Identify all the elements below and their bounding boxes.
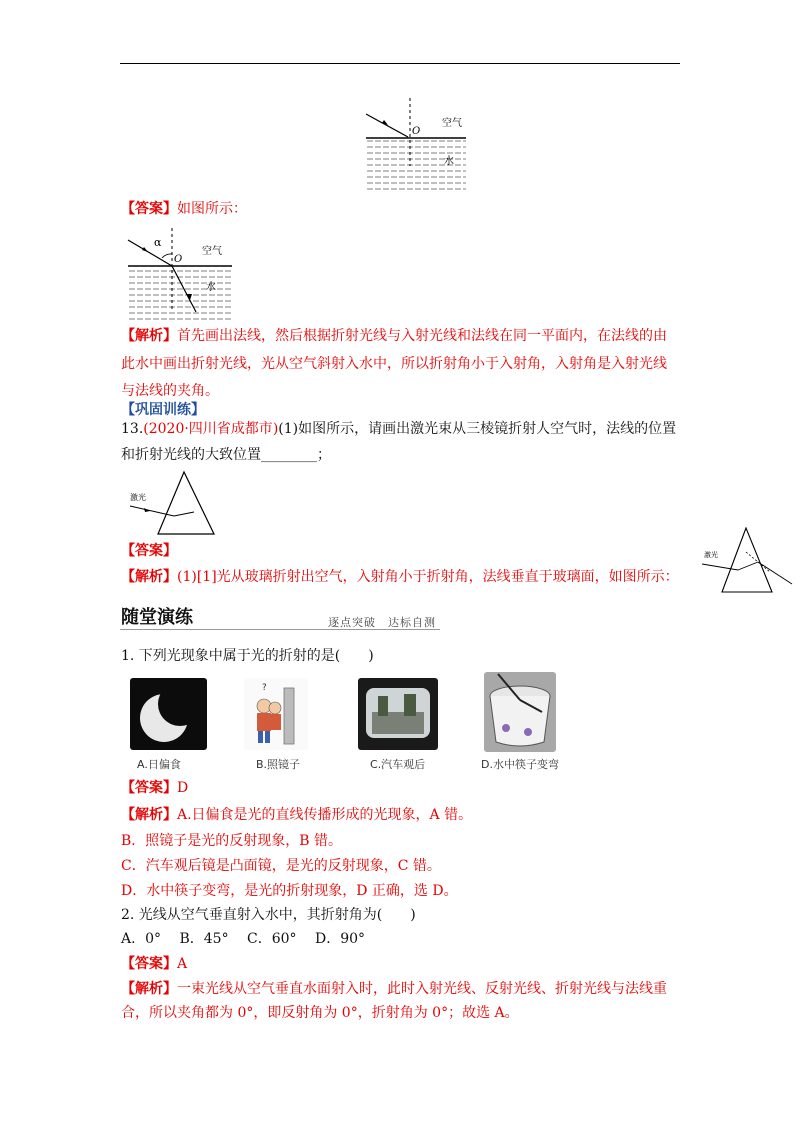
section-underline (120, 629, 440, 630)
answer-value: A (177, 956, 188, 972)
refracted-ray (758, 562, 792, 584)
angle-arc (162, 254, 172, 258)
source-link: 成都市 (230, 421, 273, 437)
analysis-tag: 【解析】 (121, 981, 177, 997)
prism-outline (722, 528, 772, 592)
prism-outline (158, 472, 214, 534)
q12-analysis-line1: 【解析】首先画出法线，然后根据折射光线与入射光线和法线在同一平面内，在法线的由 (121, 328, 667, 344)
header-rule (120, 63, 680, 64)
mc1-analysis-b: B．照镜子是光的反射现象，B 错。 (121, 833, 343, 849)
water-label: 水 (444, 156, 454, 167)
mc2-analysis-line1: 【解析】一束光线从空气垂直水面射入时，此时入射光线、反射光线、折射光线与法线重 (121, 981, 667, 997)
q12-analysis-line2: 此水中画出折射光线，光从空气斜射入水中，所以折射角小于入射角，入射角是入射光线 (121, 356, 667, 372)
mc1-analysis-a: 【解析】A.日偏食是光的直线传播形成的光现象，A 错。 (121, 807, 473, 823)
section-subtitle: 逐点突破 达标自测 (328, 616, 436, 629)
q12-analysis-line3: 与法线的夹角。 (121, 383, 219, 399)
answer-value: D (177, 780, 189, 796)
water-region (128, 266, 232, 320)
ray-arrow (142, 247, 148, 252)
svg-text:?: ? (262, 683, 267, 693)
q12-answer-line (121, 199, 247, 219)
option-c-caption: C.汽车观后 (370, 758, 426, 771)
mc1-analysis-d: D．水中筷子变弯，是光的折射现象，D 正确，选 D。 (121, 883, 458, 899)
point-o-label: O (174, 254, 183, 265)
answer-tag: 【答案】 (121, 956, 177, 972)
answer-tag: 【答案】 (121, 780, 177, 796)
refraction-question-figure (362, 96, 472, 191)
option-b-image (244, 678, 308, 750)
option-a-image (130, 678, 207, 750)
q13-question-line2: 和折射光线的大致位置________； (121, 447, 331, 463)
prism-question-figure (128, 468, 240, 538)
mc2-question: 2. 光线从空气垂直射入水中，其折射角为( ) (121, 907, 416, 923)
air-label: 空气 (202, 246, 222, 257)
laser-ray-inside (174, 512, 194, 516)
option-d-caption: D.水中筷子变弯 (481, 758, 559, 771)
analysis-tag: 【解析】 (121, 328, 177, 344)
analysis-tag: 【解析】 (121, 569, 177, 585)
section-consolidation: 【巩固训练】 (121, 402, 205, 418)
analysis-tag: 【解析】 (121, 807, 177, 823)
answer-tag: 【答案】 (121, 543, 177, 559)
laser-label: 激光 (704, 551, 718, 559)
mc2-options: A．0° B．45° C．60° D．90° (121, 931, 366, 947)
refraction-answer-figure (124, 226, 236, 322)
q13-analysis-line: 【解析】(1)[1]光从玻璃折射出空气，入射角小于折射角，法线垂直于玻璃面，如图所示： (121, 569, 679, 585)
laser-ray-inside (738, 562, 758, 570)
air-label: 空气 (442, 118, 462, 129)
mc1-analysis-c: C．汽车观后镜是凸面镜，是光的反射现象，C 错。 (121, 858, 441, 874)
mc1-question: 1. 下列光现象中属于光的折射的是( ) (121, 648, 374, 664)
answer-text: 如图所示： (177, 201, 247, 217)
incident-ray (366, 114, 408, 137)
prism-answer-figure (700, 524, 796, 596)
q13-question-line1: 13.(2020·四川省成都市)(1)如图所示，请画出激光束从三棱镜折射人空气时，法线的位置 (121, 421, 677, 437)
mc1-answer-line (121, 778, 188, 798)
section-title: 随堂演练 (121, 607, 193, 628)
option-d-image (484, 672, 556, 752)
point-o-label: O (412, 126, 421, 137)
mc2-answer-line (121, 954, 187, 974)
option-c-image (358, 678, 438, 750)
alpha-label: α (154, 236, 162, 249)
incident-ray (128, 240, 172, 266)
q13-answer-line (121, 541, 177, 561)
option-b-caption: B.照镜子 (256, 758, 301, 771)
answer-tag: 【答案】 (121, 201, 177, 217)
water-label: 水 (206, 282, 216, 293)
laser-label: 激光 (130, 493, 146, 502)
option-a-caption: A.日偏食 (137, 758, 181, 771)
mc2-analysis-line2: 合，所以夹角都为 0°，即反射角为 0°，折射角为 0°；故选 A。 (121, 1005, 519, 1021)
